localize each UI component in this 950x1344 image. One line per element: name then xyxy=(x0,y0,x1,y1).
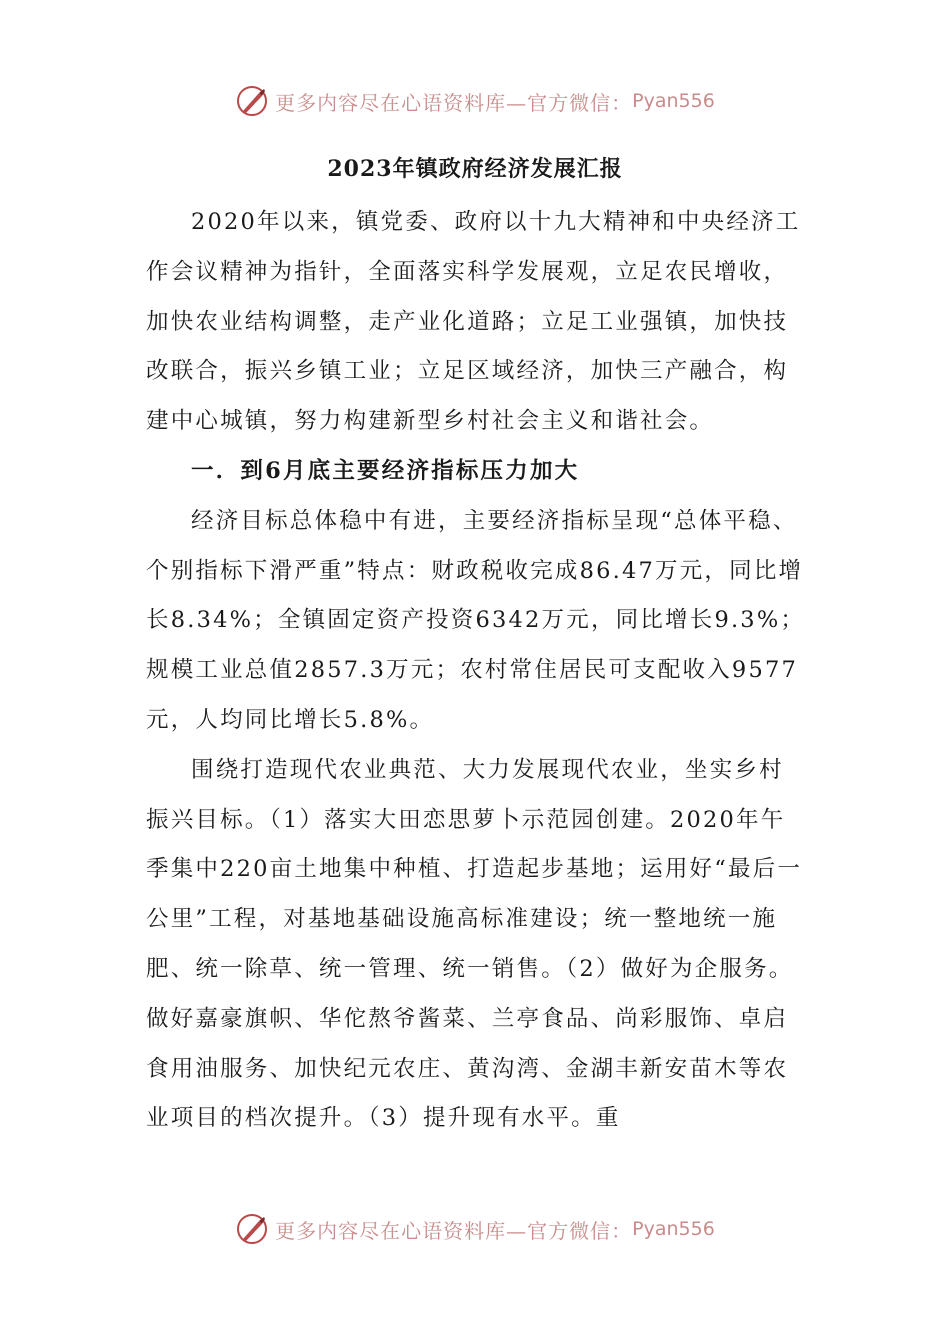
quill-pen-logo-icon xyxy=(235,84,269,118)
document-body xyxy=(146,198,806,1144)
section-heading: 一．到6月底主要经济指标压力加大 xyxy=(191,457,580,484)
document-title: 2023年镇政府经济发展汇报 xyxy=(327,156,623,182)
watermark-handle: Pyan556 xyxy=(632,1218,715,1240)
quill-pen-logo-icon xyxy=(235,1212,269,1246)
watermark-text: 更多内容尽在心语资料库—官方微信： xyxy=(275,90,633,115)
watermark-handle: Pyan556 xyxy=(632,90,715,112)
paragraph-intro: 2020年以来，镇党委、政府以十九大精神和中央经济工作会议精神为指针，全面落实科学发展观，立足农民增收，加快农业结构调整，走产业化道路；立足工业强镇，加快技改联合，振兴乡镇工业；立足区域经济，加快三产融合，构建中心城镇，努力构建新型乡村社会主义和谐社会。 xyxy=(146,209,801,435)
paragraph-agriculture: 围绕打造现代农业典范、大力发展现代农业，坐实乡村振兴目标。（1）落实大田恋思萝卜示范园创建。2020年午季集中220亩土地集中种植、打造起步基地；运用好“最后一公里”工程，对基地基础设施高标准建设；统一整地统一施肥、统一除草、统一管理、统一销售。（2）做好为企服务。做好嘉豪旗帜、华佗熬爷酱菜、兰亭食品、尚彩服饰、卓启食用油服务、加快纪元农庄、黄沟湾、金湖丰新安苗木等农业项目的档次提升。（3）提升现有水平。重 xyxy=(146,756,803,1132)
watermark-text: 更多内容尽在心语资料库—官方微信： xyxy=(275,1218,633,1243)
watermark-header xyxy=(0,84,950,118)
paragraph-indicators: 经济目标总体稳中有进，主要经济指标呈现“总体平稳、个别指标下滑严重”特点：财政税收完成86.47万元，同比增长8.34%；全镇固定资产投资6342万元，同比增长9.3%；规模工业总值2857.3万元；农村常住居民可支配收入9577元，人均同比增长5.8%。 xyxy=(146,507,806,733)
watermark-footer xyxy=(0,1212,950,1246)
